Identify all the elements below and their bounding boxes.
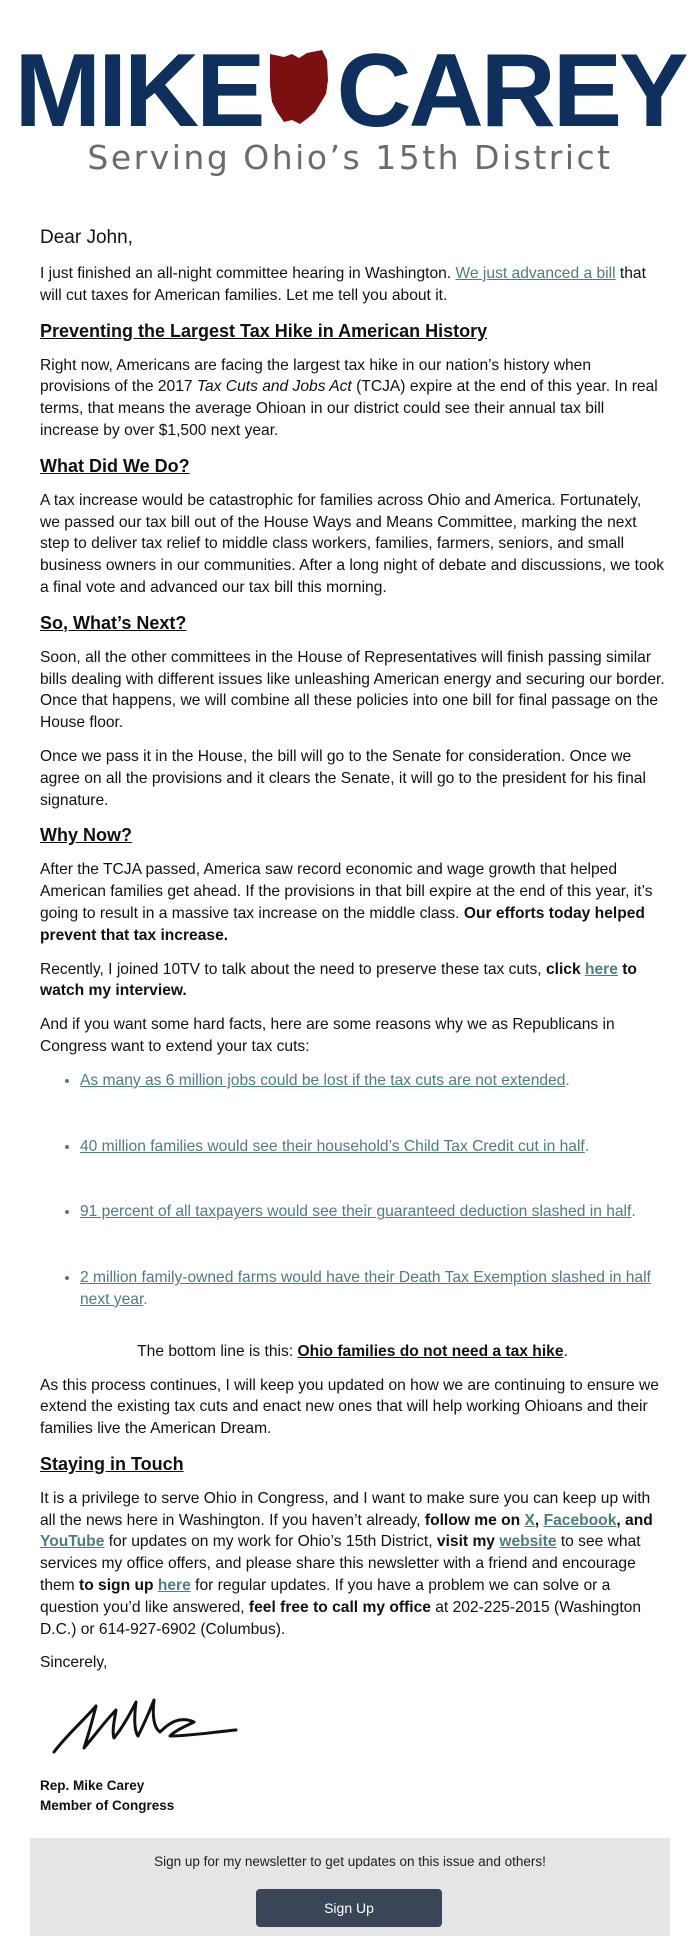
touch-text-3: to see what services my office offers, and please share this newsletter with a friend and encourage them: [40, 1533, 641, 1595]
signup-prompt: Sign up for my newsletter to get updates on this issue and others!: [154, 1854, 546, 1869]
whats-next-paragraph-1: Soon, all the other committees in the House of Representatives will finish passing similar bills dealing with different issues like unleashing American energy and securing our border. Once that happens, we will combine all these policies into one bill for final passage on the House floor.: [40, 648, 665, 732]
signup-here-link[interactable]: here: [157, 1577, 191, 1595]
letter-body: [40, 225, 665, 1816]
sign-up-button[interactable]: Sign Up: [256, 1889, 442, 1927]
call-office-text: feel free to call my office: [248, 1598, 431, 1616]
x-link[interactable]: X: [524, 1511, 535, 1529]
list-item: [80, 1136, 665, 1158]
touch-text-1: It is a privilege to serve Ohio in Congress, and I want to make sure you can keep up with all the news here in Washington. If you haven’t already,: [40, 1489, 651, 1529]
heading-largest-tax-hike: Preventing the Largest Tax Hike in American History: [40, 320, 488, 341]
follow-me-text: follow me on: [424, 1511, 525, 1529]
list-item: [80, 1267, 665, 1311]
touch-text-2: for updates on my work for Ohio’s 15th District,: [104, 1533, 437, 1551]
signer-title: Member of Congress: [40, 1798, 175, 1814]
heading-staying-in-touch: Staying in Touch: [40, 1453, 184, 1474]
tax-hike-paragraph: [40, 355, 665, 442]
bottom-line-end: .: [563, 1342, 568, 1360]
greeting: Dear John,: [40, 227, 133, 248]
fact-link-jobs[interactable]: As many as 6 million jobs could be lost if the tax cuts are not extended: [80, 1071, 566, 1089]
interview-paragraph: [40, 959, 665, 1003]
fact-link-child-tax-credit[interactable]: 40 million families would see their household’s Child Tax Credit cut in half: [80, 1137, 585, 1155]
campaign-logo: [0, 33, 700, 186]
fact-punct: .: [584, 1137, 590, 1155]
tax-hike-text: Right now, Americans are facing the largest tax hike in our nation’s history when provisions of the 2017: [40, 356, 591, 396]
bottom-line-bold: Ohio families do not need a tax hike: [297, 1342, 564, 1360]
youtube-link[interactable]: YouTube: [40, 1533, 105, 1551]
watch-interview-text: to watch my interview.: [40, 960, 637, 1000]
whats-next-paragraph-2: Once we pass it in the House, the bill will go to the Senate for consideration. Once we agree on all the provisions and it clears the Senate, it will go to the president for his final signature.: [40, 747, 646, 809]
touch-text-5: at 202-225-2015 (Washington D.C.) or 614-927-6902 (Columbus).: [40, 1598, 641, 1638]
bottom-line-paragraph: [40, 1341, 665, 1363]
facebook-link[interactable]: Facebook: [543, 1511, 617, 1529]
visit-my-text: visit my: [436, 1533, 500, 1551]
list-item: [80, 1070, 665, 1092]
why-now-bold: Our efforts today helped prevent that tax increase.: [40, 904, 645, 944]
ohio-state-icon: [268, 50, 330, 126]
intro-paragraph: [40, 263, 665, 307]
newsletter-signup-footer: [30, 1838, 670, 1936]
logo-first-name: MIKE: [14, 33, 263, 149]
list-item: [80, 1201, 665, 1223]
tcja-title: Tax Cuts and Jobs Act: [196, 378, 352, 396]
intro-text: I just finished an all-night committee hearing in Washington.: [40, 265, 456, 282]
tax-hike-text-end: (TCJA) expire at the end of this year. In real terms, that means the average Ohioan in our district could see their annual tax bill increase by over $1,500 next year.: [40, 378, 658, 439]
interview-text: Recently, I joined 10TV to talk about the need to preserve these tax cuts,: [40, 960, 546, 978]
closing: Sincerely,: [40, 1654, 108, 1672]
heading-why-now: Why Now?: [40, 825, 132, 846]
logo-tagline: Serving Ohio’s 15th District: [87, 138, 613, 177]
what-did-we-do-paragraph: A tax increase would be catastrophic for families across Ohio and America. Fortunately, we passed our tax bill out of the House Ways and Means Committee, marking the next step to deliver tax relief to middle class workers, families, farmers, seniors, and small business owners in our communities. After a long night of debate and discussions, we took a final vote and advanced our tax bill this morning.: [40, 491, 665, 596]
bottom-line-text: The bottom line is this:: [137, 1342, 298, 1360]
intro-text-end: that will cut taxes for American families. Let me tell you about it.: [40, 265, 646, 304]
logo-last-name: CAREY: [336, 33, 686, 149]
heading-whats-next: So, What’s Next?: [40, 612, 187, 633]
fact-link-farms[interactable]: 2 million family-owned farms would have their Death Tax Exemption slashed in half next year: [80, 1269, 651, 1308]
click-text: click: [545, 960, 585, 978]
advanced-bill-link[interactable]: We just advanced a bill: [455, 265, 616, 282]
facts-list: [80, 1070, 665, 1311]
fact-link-deduction[interactable]: 91 percent of all taxpayers would see their guaranteed deduction slashed in half: [80, 1203, 632, 1221]
website-link[interactable]: website: [499, 1533, 557, 1551]
updates-paragraph: As this process continues, I will keep you updated on how we are continuing to ensure we extend the existing tax cuts and enact new ones that will help working Ohioans and their families live the American Dream.: [40, 1376, 659, 1438]
signature-image: [44, 1692, 244, 1762]
and-text: , and: [616, 1511, 653, 1529]
why-now-text: After the TCJA passed, America saw record economic and wage growth that helped American families get ahead. If the provisions in that bill expire at the end of this year, it’s going to result in a massive tax increase on the middle class.: [40, 861, 653, 922]
staying-in-touch-paragraph: [40, 1488, 665, 1641]
why-now-paragraph: [40, 859, 665, 946]
hard-facts-paragraph: And if you want some hard facts, here are some reasons why we as Republicans in Congress want to extend your tax cuts:: [40, 1016, 615, 1055]
fact-punct: .: [565, 1071, 570, 1089]
interview-link[interactable]: here: [584, 960, 618, 978]
fact-punct: .: [631, 1203, 636, 1221]
fact-punct: .: [143, 1290, 148, 1308]
logo-name: [0, 33, 700, 149]
sign-up-text: to sign up: [79, 1577, 158, 1595]
signer-name: Rep. Mike Carey: [40, 1778, 145, 1794]
heading-what-did-we-do: What Did We Do?: [40, 455, 190, 476]
touch-text-4: for regular updates. If you have a problem we can solve or a question you’d like answered,: [40, 1577, 611, 1616]
comma-text: ,: [534, 1511, 540, 1529]
